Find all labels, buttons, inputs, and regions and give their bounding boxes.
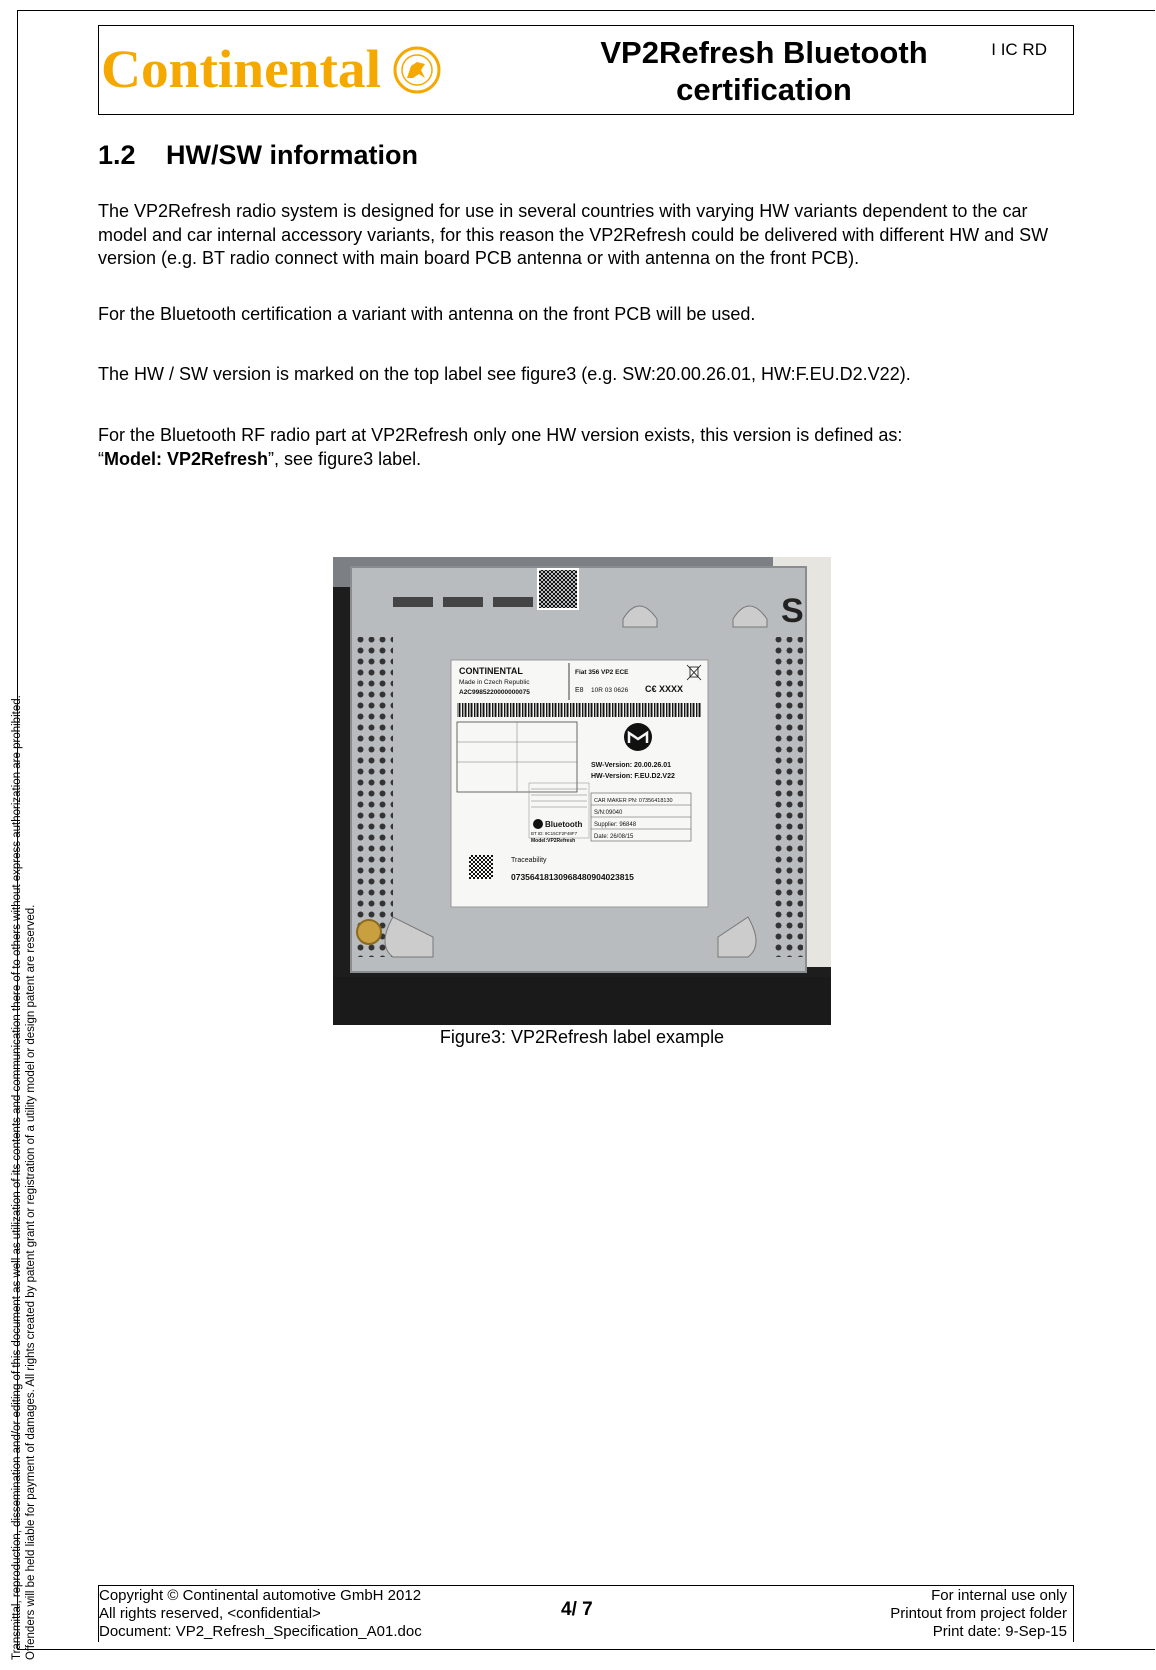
- paragraph-version-label: The HW / SW version is marked on the top label see figure3 (e.g. SW:20.00.26.01, HW:F.EU.D2.V22).: [98, 364, 911, 384]
- section-number: 1.2: [98, 140, 136, 170]
- title-line-1: VP2Refresh Bluetooth: [600, 35, 928, 70]
- paragraph-certification-variant: For the Bluetooth certification a variant with antenna on the front PCB will be used.: [98, 304, 756, 324]
- label-traceability: Traceability: [511, 857, 547, 864]
- label-sn: S/N:09040: [594, 810, 623, 816]
- footer-right: [890, 1587, 1067, 1641]
- document-title: [519, 34, 1009, 108]
- p4-tail: ”, see figure3 label.: [268, 448, 422, 469]
- label-brand: CONTINENTAL: [459, 666, 523, 676]
- paragraph-hw-version: [98, 424, 1073, 471]
- logo-wordmark: Continental: [101, 40, 381, 99]
- document-footer: [98, 1585, 1074, 1642]
- horse-emblem-icon: [395, 48, 439, 92]
- legal-side-note: [10, 210, 38, 1670]
- label-traceability-code: 07356418130968480904023815: [511, 872, 634, 882]
- footer-rights: All rights reserved, <confidential>: [99, 1605, 321, 1622]
- label-model-line: Fiat 356 VP2 ECE: [575, 669, 629, 676]
- paragraph-variants: The VP2Refresh radio system is designed for use in several countries with varying HW variants dependent to the car model and car internal accessory variants, for this reason the VP2Refresh could be delivered with different HW and SW version (e.g. BT radio connect with main board PCB antenna or with antenna on the front PCB).: [98, 201, 1049, 268]
- model-name: Model: VP2Refresh: [104, 448, 269, 469]
- label-barcode: [457, 703, 702, 717]
- antenna-connector-icon: [357, 920, 381, 944]
- department-code: I IC RD: [991, 40, 1047, 59]
- figure-label-photo: [333, 557, 831, 1025]
- footer-document: Document: VP2_Refresh_Specification_A01.doc: [99, 1623, 422, 1640]
- section-heading: [98, 140, 418, 171]
- footer-internal: For internal use only: [931, 1587, 1067, 1604]
- figure-caption: Figure3: VP2Refresh label example: [439, 1027, 725, 1047]
- radio-unit-illustration: [333, 557, 831, 1025]
- bluetooth-icon: [533, 819, 543, 829]
- document-header: [98, 25, 1074, 115]
- label-datamatrix: [469, 855, 493, 879]
- legal-line-1: Transmittal, reproduction, dissemination and/or editing of this document as well as utilization of its contents and communication there of to others without express authorization are prohibited.: [11, 695, 23, 1660]
- page-number: 4/ 7: [561, 1599, 593, 1620]
- p4-text: For the Bluetooth RF radio part at VP2Refresh only one HW version exists, this version is defined as:: [98, 425, 903, 445]
- label-car-maker-pn: CAR MAKER PN: 07356418130: [594, 798, 673, 804]
- footer-print-date: Print date: 9-Sep-15: [932, 1623, 1067, 1640]
- legal-line-2: Offenders will be held liable for payment of damages. All rights created by patent grant or registration of a utility model or design patent are reserved.: [25, 904, 37, 1660]
- label-date: Date: 26/08/15: [594, 834, 634, 840]
- continental-logo: [99, 40, 444, 100]
- mopar-logo-icon: [624, 723, 652, 751]
- label-approval: 10R 03 0626: [591, 687, 629, 694]
- footer-copyright: Copyright © Continental automotive GmbH 2012: [99, 1587, 422, 1604]
- svg-text:S: S: [781, 592, 804, 630]
- label-e-mark: E8: [575, 687, 584, 694]
- p4-open-quote: “: [98, 448, 104, 469]
- label-bluetooth: Bluetooth: [545, 820, 583, 829]
- label-part-no: A2C9985220000000075: [459, 689, 530, 696]
- product-label: [451, 660, 708, 907]
- label-sw-version: SW-Version: 20.00.26.01: [591, 762, 672, 769]
- label-supplier: Supplier: 96848: [594, 822, 637, 828]
- label-made-in: Made in Czech Republic: [459, 679, 530, 686]
- footer-left: [99, 1587, 422, 1641]
- label-bt-id: BT ID: 9C15CF2F48F7: [531, 831, 578, 836]
- label-model: Model:VP2Refresh: [531, 838, 576, 844]
- title-line-2: certification: [676, 72, 852, 107]
- label-ce-mark: C€ XXXX: [645, 684, 684, 694]
- section-title: HW/SW information: [166, 140, 418, 170]
- label-hw-version: HW-Version: F.EU.D2.V22: [591, 773, 675, 780]
- footer-printout: Printout from project folder: [890, 1605, 1067, 1622]
